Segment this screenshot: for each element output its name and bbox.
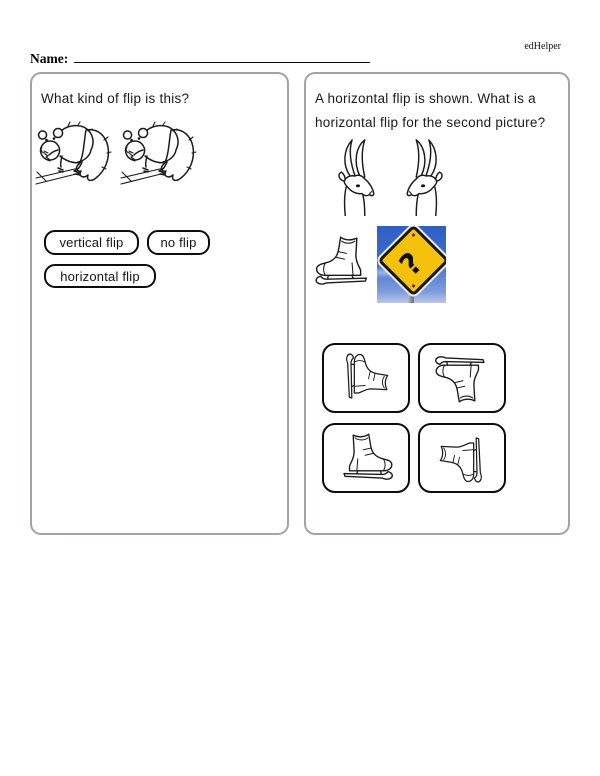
sign-question-mark: ? <box>392 245 431 284</box>
edhelper-logo: edHelper <box>524 41 561 52</box>
ice-skate-image <box>313 233 374 291</box>
name-write-line[interactable] <box>74 50 370 63</box>
skate-rotated-ccw-image <box>436 431 488 484</box>
right-question-text <box>315 87 545 135</box>
flip-example-images <box>34 120 200 191</box>
right-question-line2: horizontal flip for the second picture? <box>315 115 546 130</box>
horizontal-flip-button[interactable]: horizontal flip <box>44 264 156 288</box>
antelope-image-flipped <box>405 138 445 216</box>
panel-horizontal-flip-question <box>304 72 570 535</box>
flip-option-4[interactable] <box>418 423 506 493</box>
lemur-image-2 <box>119 120 199 186</box>
lemur-image-1 <box>34 120 114 186</box>
panel-what-kind-of-flip <box>30 72 289 535</box>
name-row <box>30 50 370 68</box>
skate-rotated-cw-image <box>340 351 392 404</box>
left-question-text: What kind of flip is this? <box>41 91 190 106</box>
antelope-image <box>336 138 376 216</box>
right-question-line1: A horizontal flip is shown. What is a <box>315 91 536 106</box>
flip-option-2[interactable] <box>418 343 506 413</box>
vertical-flip-button[interactable]: vertical flip <box>44 230 139 255</box>
horizontal-flip-example <box>336 138 445 216</box>
name-label: Name: <box>30 51 69 66</box>
skate-horizontal-flip-image <box>334 431 399 486</box>
flip-option-3[interactable] <box>322 423 410 493</box>
no-flip-button[interactable]: no flip <box>147 230 210 255</box>
skate-vertical-flip-image <box>430 351 495 406</box>
question-sign-photo <box>377 226 446 303</box>
flip-option-1[interactable] <box>322 343 410 413</box>
